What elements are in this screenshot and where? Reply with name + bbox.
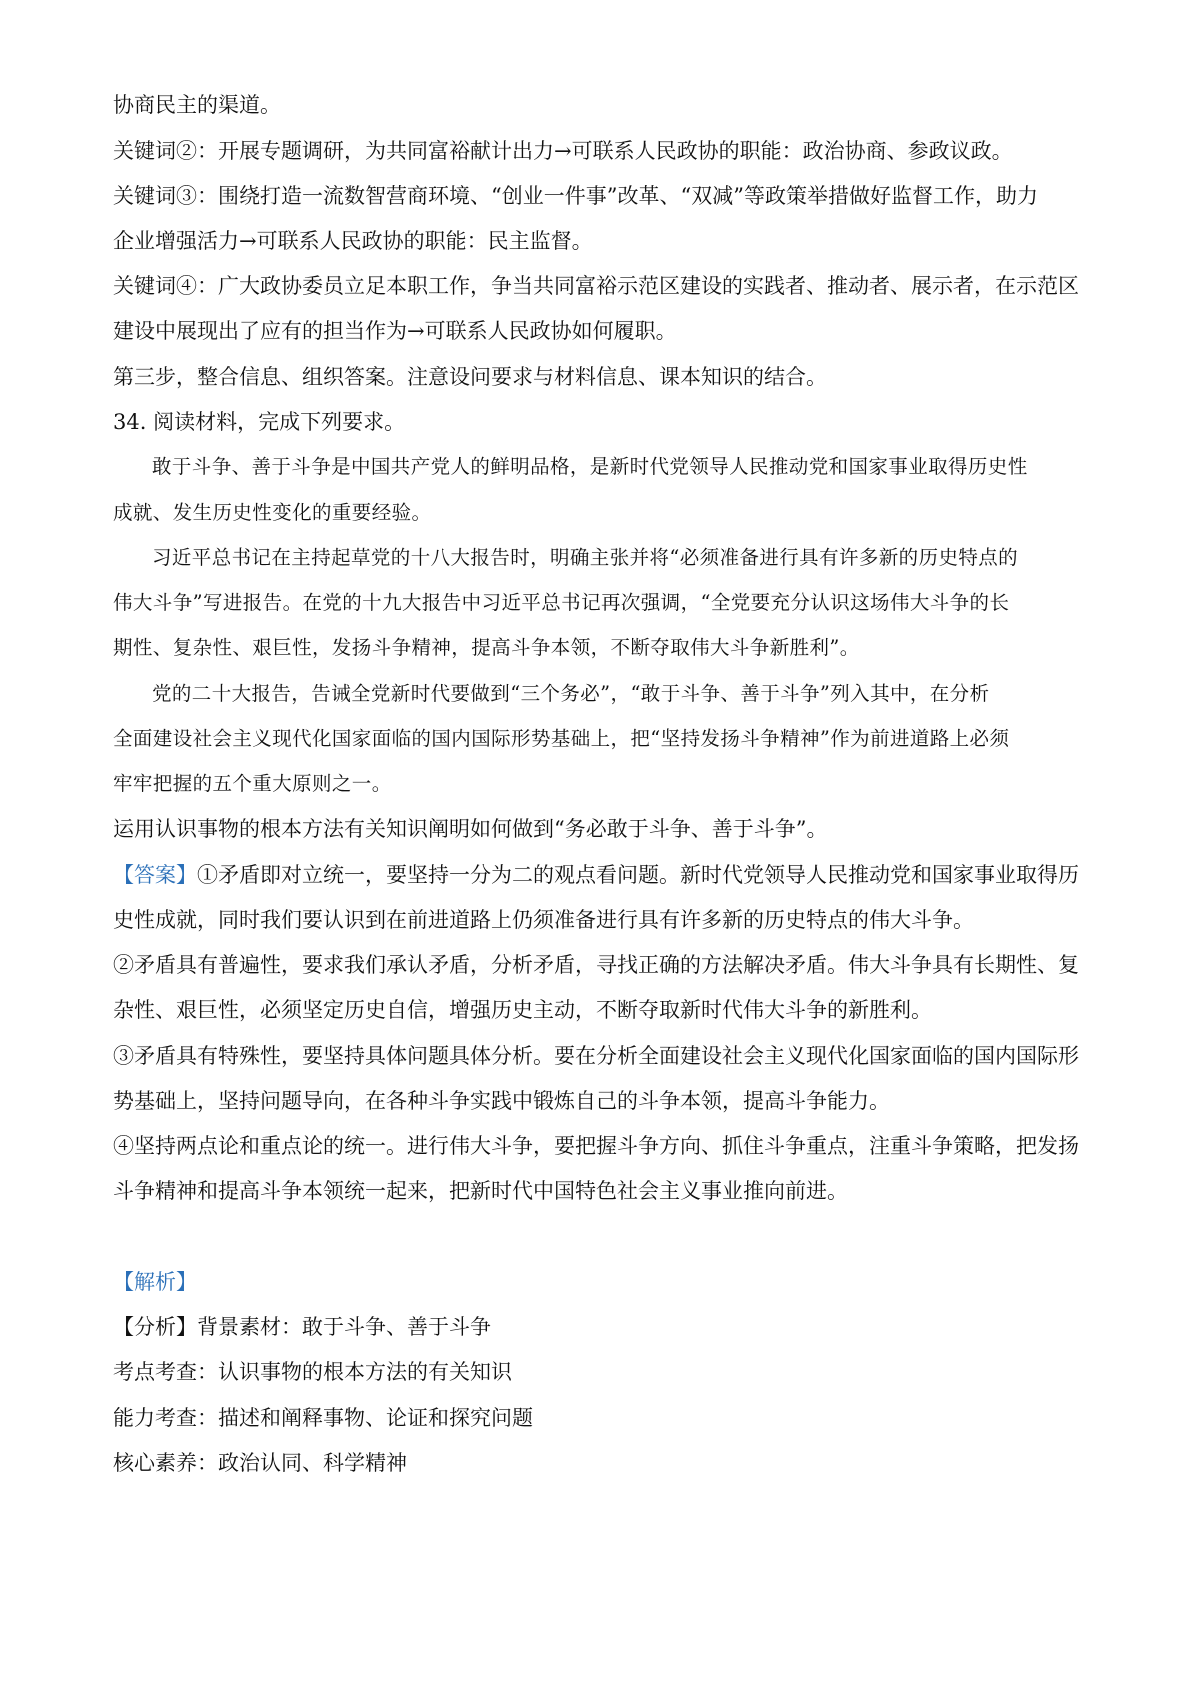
prev-line-7: 第三步，整合信息、组织答案。注意设问要求与材料信息、课本知识的结合。 (113, 365, 827, 389)
answer-2a: ②矛盾具有普遍性，要求我们承认矛盾，分析矛盾，寻找正确的方法解决矛盾。伟大斗争具有长期性、复 (113, 953, 1079, 977)
analysis-line-4: 核心素养：政治认同、科学精神 (113, 1451, 407, 1475)
material-p1-line1: 敢于斗争、善于斗争是中国共产党人的鲜明品格，是新时代党领导人民推动党和国家事业取得历史性 (152, 455, 1028, 478)
analysis-line-3: 能力考查：描述和阐释事物、论证和探究问题 (113, 1406, 533, 1430)
prev-line-2: 关键词②：开展专题调研，为共同富裕献计出力→可联系人民政协的职能：政治协商、参政议政。 (113, 139, 1013, 163)
analysis-line-2: 考点考查：认识事物的根本方法的有关知识 (113, 1360, 512, 1384)
answer-3a: ③矛盾具有特殊性，要坚持具体问题具体分析。要在分析全面建设社会主义现代化国家面临的国内国际形 (113, 1044, 1079, 1068)
material-p2-line3: 期性、复杂性、艰巨性，发扬斗争精神，提高斗争本领，不断夺取伟大斗争新胜利”。 (113, 636, 860, 659)
answer-3b: 势基础上，坚持问题导向，在各种斗争实践中锻炼自己的斗争本领，提高斗争能力。 (113, 1089, 890, 1113)
material-p2-line1: 习近平总书记在主持起草党的十八大报告时，明确主张并将“必须准备进行具有许多新的历史特点的 (152, 546, 1019, 569)
material-p3-line3: 牢牢把握的五个重大原则之一。 (113, 772, 392, 795)
material-p3-line2: 全面建设社会主义现代化国家面临的国内国际形势基础上，把“坚持发扬斗争精神”作为前进道路上必须 (113, 727, 1010, 750)
answer-1b: 史性成就，同时我们要认识到在前进道路上仍须准备进行具有许多新的历史特点的伟大斗争。 (113, 908, 974, 932)
answer-line-1 (113, 860, 1079, 890)
question-requirement: 运用认识事物的根本方法有关知识阐明如何做到“务必敢于斗争、善于斗争”。 (113, 817, 828, 841)
material-p3-line1: 党的二十大报告，告诫全党新时代要做到“三个务必”，“敢于斗争、善于斗争”列入其中，在分析 (152, 682, 990, 705)
prev-line-3: 关键词③：围绕打造一流数智营商环境、“创业一件事”改革、“双减”等政策举措做好监督工作，助力 (113, 184, 1038, 208)
analysis-line-1: 【分析】背景素材：敢于斗争、善于斗争 (113, 1315, 491, 1339)
answer-2b: 杂性、艰巨性，必须坚定历史自信，增强历史主动，不断夺取新时代伟大斗争的新胜利。 (113, 998, 932, 1022)
answer-tag: 【答案】 (113, 863, 197, 887)
material-p1-line2: 成就、发生历史性变化的重要经验。 (113, 501, 432, 524)
question-34-stem: 34. 阅读材料，完成下列要求。 (113, 410, 406, 434)
analysis-tag: 【解析】 (113, 1270, 197, 1294)
answer-4a: ④坚持两点论和重点论的统一。进行伟大斗争，要把握斗争方向、抓住斗争重点，注重斗争策略，把发扬 (113, 1134, 1079, 1158)
answer-4b: 斗争精神和提高斗争本领统一起来，把新时代中国特色社会主义事业推向前进。 (113, 1179, 848, 1203)
material-p2-line2: 伟大斗争”写进报告。在党的十九大报告中习近平总书记再次强调，“全党要充分认识这场伟大斗争的长 (113, 591, 1010, 614)
prev-line-4: 企业增强活力→可联系人民政协的职能：民主监督。 (113, 229, 593, 253)
prev-line-6: 建设中展现出了应有的担当作为→可联系人民政协如何履职。 (113, 319, 677, 343)
prev-line-1: 协商民主的渠道。 (113, 93, 281, 117)
prev-line-5: 关键词④：广大政协委员立足本职工作，争当共同富裕示范区建设的实践者、推动者、展示者，在示范区 (113, 274, 1079, 298)
answer-1a: ①矛盾即对立统一，要坚持一分为二的观点看问题。新时代党领导人民推动党和国家事业取得历 (197, 863, 1079, 887)
